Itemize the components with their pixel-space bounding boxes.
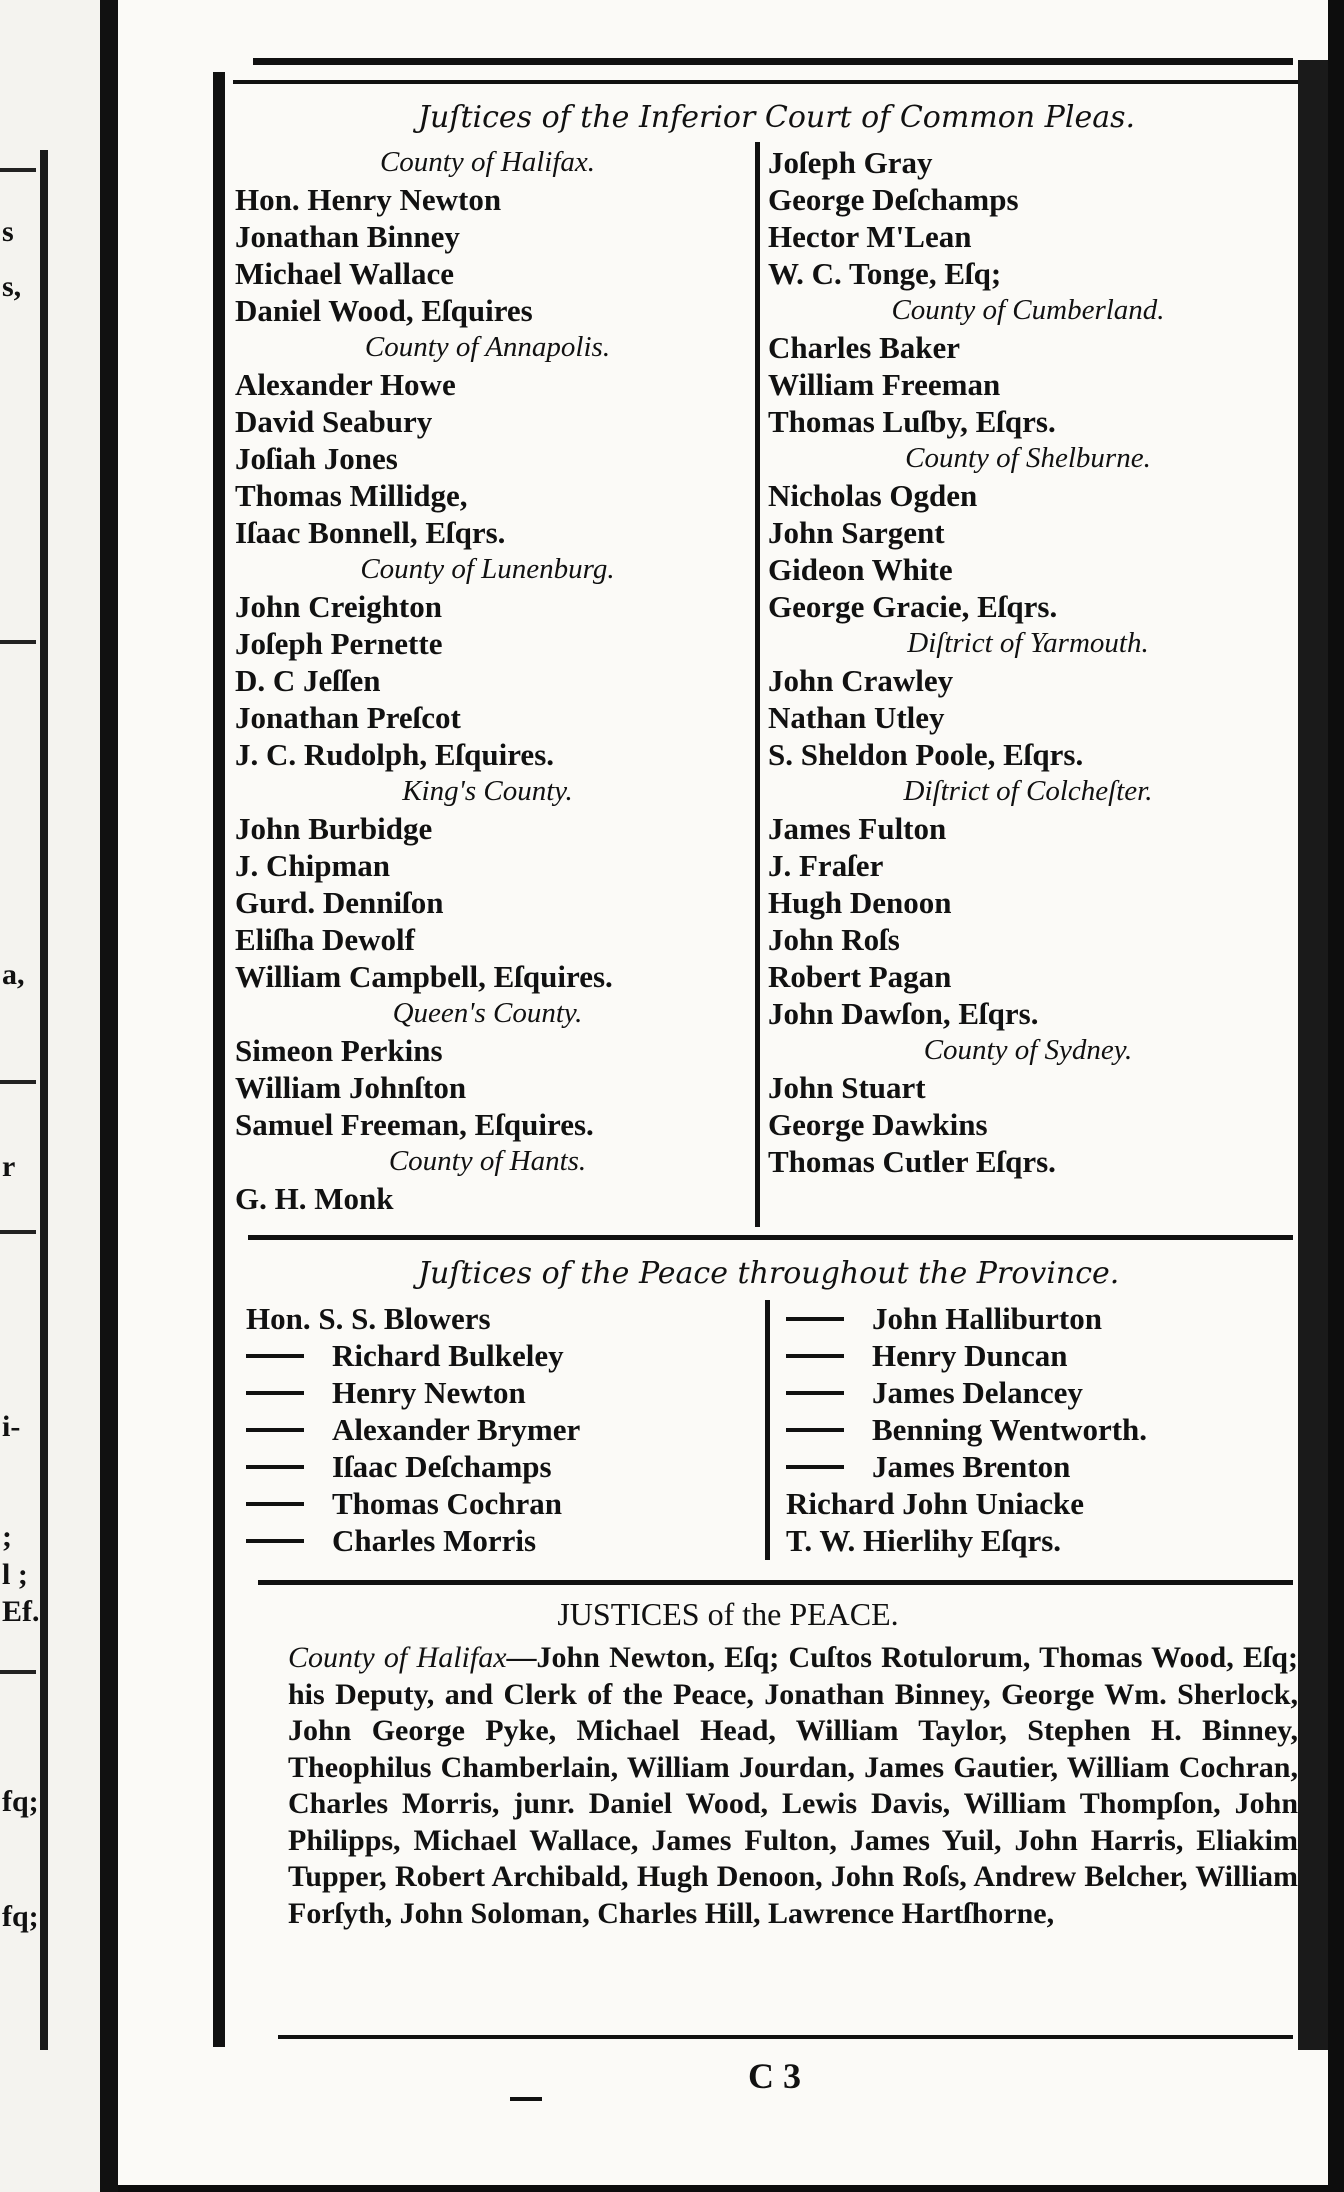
previous-page-text-fragment: r <box>2 1150 16 1183</box>
county-heading: Diſtrict of Yarmouth. <box>907 627 1149 659</box>
inferior-court-right-column <box>768 144 1288 1180</box>
previous-page-text-fragment: fq; <box>2 1785 39 1818</box>
peace-province-left-column <box>246 1300 746 1559</box>
justice-entry <box>246 1448 746 1485</box>
ditto-dash <box>786 1465 844 1469</box>
justice-name: Richard John Uniacke <box>786 1486 1084 1521</box>
previous-page-text-fragment: l ; <box>2 1558 28 1591</box>
justice-name: Gurd. Denniſon <box>235 885 444 920</box>
justice-name: George Gracie, Eſqrs. <box>768 589 1058 624</box>
previous-page-text-fragment: a, <box>2 958 25 991</box>
justice-name: J. Fraſer <box>768 848 884 883</box>
justice-name: W. C. Tonge, Eſq; <box>768 256 1002 291</box>
county-heading: Queen's County. <box>392 997 583 1029</box>
justice-name: Hon. Henry Newton <box>235 182 502 217</box>
justice-name: John Dawſon, Eſqrs. <box>768 996 1039 1031</box>
column-divider <box>765 1300 770 1560</box>
previous-page-text-fragment: fq; <box>2 1900 39 1933</box>
justice-name: William Freeman <box>768 367 1001 402</box>
justice-name: Samuel Freeman, Eſquires. <box>235 1107 594 1142</box>
book-gutter <box>100 0 118 2192</box>
ditto-dash <box>246 1502 304 1506</box>
section-rule <box>248 1235 1293 1240</box>
county-lead: County of Halifax <box>288 1641 507 1674</box>
justice-name: John Halliburton <box>872 1301 1102 1336</box>
justice-entry <box>786 1300 1296 1337</box>
bottom-rule <box>278 2035 1293 2039</box>
justice-name: Joſeph Pernette <box>235 626 443 661</box>
bottom-mark <box>510 2097 542 2101</box>
justices-list-text: —John Newton, Eſq; Cuſtos Rotulorum, Thomas Wood, Eſq; his Deputy, and Clerk of the Peace, Jonathan Binney, George Wm. Sherlock, John George Pyke, Michael Head, William Taylor, Stephen H. Binney, Theophilus Chamberlain, William Jourdan, James Gautier, William Cochran, Charles Morris, junr. Daniel Wood, Lewis Davis, William Thompſon, John Philipps, Michael Wallace, James Fulton, James Yuil, John Harris, Eliakim Tupper, Robert Archibald, Hugh Denoon, John Roſs, Andrew Belcher, William Forſyth, John Soloman, Charles Hill, Lawrence Hartſhorne, <box>288 1641 1298 1930</box>
page-edge-shadow <box>1298 60 1328 2050</box>
justice-entry <box>786 1448 1296 1485</box>
justice-name: James Brenton <box>872 1449 1071 1484</box>
justice-name: Thomas Luſby, Eſqrs. <box>768 404 1056 439</box>
county-heading: County of Halifax. <box>379 146 596 178</box>
ditto-dash <box>786 1428 844 1432</box>
justice-name: Jonathan Preſcot <box>235 700 461 735</box>
justice-name: Iſaac Bonnell, Eſqrs. <box>235 515 506 550</box>
justice-name: Gideon White <box>768 552 953 587</box>
justices-of-peace-paragraph <box>288 1640 1298 1932</box>
justice-entry <box>246 1485 746 1522</box>
justice-entry <box>246 1522 746 1559</box>
justice-entry <box>786 1485 1296 1522</box>
justice-name: Daniel Wood, Eſquires <box>235 293 533 328</box>
county-heading: County of Lunenburg. <box>360 553 615 585</box>
justice-name: Jonathan Binney <box>235 219 460 254</box>
justice-name: Hon. S. S. Blowers <box>246 1301 491 1336</box>
justice-name: Joſiah Jones <box>235 441 398 476</box>
county-heading: County of Annapolis. <box>364 331 611 363</box>
justice-name: James Delancey <box>872 1375 1083 1410</box>
justice-name: William Campbell, Eſquires. <box>235 959 613 994</box>
previous-page-rule <box>0 168 36 172</box>
justice-name: Simeon Perkins <box>235 1033 443 1068</box>
previous-page-text-fragment: ; <box>2 1520 12 1553</box>
justice-name: Robert Pagan <box>768 959 952 994</box>
justice-name: Nathan Utley <box>768 700 945 735</box>
previous-page-text-fragment: i- <box>2 1410 21 1443</box>
ditto-dash <box>246 1428 304 1432</box>
justice-name: Michael Wallace <box>235 256 454 291</box>
justice-name: John Crawley <box>768 663 954 698</box>
justice-name: Nicholas Ogden <box>768 478 978 513</box>
justice-entry <box>786 1337 1296 1374</box>
signature-mark: C 3 <box>748 2056 801 2096</box>
inferior-court-title: Juſtices of the Inferior Court of Common Pleas. <box>418 100 1136 135</box>
peace-province-right-column <box>786 1300 1296 1559</box>
justice-name: William Johnſton <box>235 1070 467 1105</box>
justice-name: T. W. Hierlihy Eſqrs. <box>786 1523 1062 1558</box>
county-heading: County of Cumberland. <box>891 294 1165 326</box>
justice-name: Richard Bulkeley <box>332 1338 564 1373</box>
previous-page-column-rule <box>40 150 48 2050</box>
justice-name: George Dawkins <box>768 1107 988 1142</box>
inferior-court-left-column <box>235 144 740 1217</box>
justice-name: Charles Baker <box>768 330 961 365</box>
justice-entry <box>786 1522 1296 1559</box>
justice-name: Iſaac Deſchamps <box>332 1449 552 1484</box>
previous-page-rule <box>0 1230 36 1234</box>
justice-name: Thomas Millidge, <box>235 478 468 513</box>
justice-entry <box>786 1374 1296 1411</box>
previous-page-text-fragment: s, <box>2 270 22 303</box>
ditto-dash <box>786 1354 844 1358</box>
ditto-dash <box>786 1391 844 1395</box>
justice-entry <box>246 1374 746 1411</box>
justice-name: James Fulton <box>768 811 947 846</box>
section-rule <box>258 1580 1293 1585</box>
justice-name: John Stuart <box>768 1070 926 1105</box>
ditto-dash <box>786 1317 844 1321</box>
county-heading: County of Hants. <box>388 1145 587 1177</box>
ditto-dash <box>246 1354 304 1358</box>
justice-name: Thomas Cutler Eſqrs. <box>768 1144 1056 1179</box>
ditto-dash <box>246 1391 304 1395</box>
peace-province-title: Juſtices of the Peace throughout the Province. <box>418 1256 1120 1291</box>
justice-name: Hector M'Lean <box>768 219 972 254</box>
previous-page-rule <box>0 1080 36 1084</box>
justice-entry <box>246 1300 746 1337</box>
justice-name: Eliſha Dewolf <box>235 922 415 957</box>
book-page <box>118 0 1328 2185</box>
justice-name: Henry Duncan <box>872 1338 1068 1373</box>
justice-name: J. Chipman <box>235 848 391 883</box>
ditto-dash <box>246 1465 304 1469</box>
justice-name: G. H. Monk <box>235 1181 394 1216</box>
justice-name: Benning Wentworth. <box>872 1412 1148 1447</box>
justice-name: John Creighton <box>235 589 442 624</box>
column-divider <box>755 142 760 1227</box>
justice-name: Henry Newton <box>332 1375 526 1410</box>
justice-name: D. C Jeſſen <box>235 663 381 698</box>
county-heading: County of Sydney. <box>923 1034 1133 1066</box>
previous-page-rule <box>0 1670 36 1674</box>
previous-page-text-fragment: Ef. <box>2 1595 40 1628</box>
county-heading: King's County. <box>402 775 573 807</box>
top-rule <box>253 58 1293 65</box>
justice-name: J. C. Rudolph, Eſquires. <box>235 737 555 772</box>
county-heading: County of Shelburne. <box>905 442 1151 474</box>
justice-name: George Deſchamps <box>768 182 1019 217</box>
previous-page-text-fragment: s <box>2 215 14 248</box>
justice-name: John Roſs <box>768 922 900 957</box>
justice-name: Alexander Howe <box>235 367 456 402</box>
justice-name: John Sargent <box>768 515 945 550</box>
justice-name: John Burbidge <box>235 811 433 846</box>
justice-name: S. Sheldon Poole, Eſqrs. <box>768 737 1084 772</box>
justice-entry <box>786 1411 1296 1448</box>
justice-name: Joſeph Gray <box>768 145 933 180</box>
previous-page-rule <box>0 640 36 644</box>
justice-name: Hugh Denoon <box>768 885 952 920</box>
justice-name: Alexander Brymer <box>332 1412 581 1447</box>
justice-entry <box>246 1337 746 1374</box>
justice-name: Thomas Cochran <box>332 1486 562 1521</box>
ditto-dash <box>246 1539 304 1543</box>
justice-name: Charles Morris <box>332 1523 537 1558</box>
previous-page-edge <box>0 0 118 2192</box>
justices-of-peace-heading: JUSTICES of the PEACE. <box>557 1596 899 1632</box>
justice-entry <box>246 1411 746 1448</box>
county-heading: Diſtrict of Colcheſter. <box>903 775 1153 807</box>
justice-name: David Seabury <box>235 404 433 439</box>
